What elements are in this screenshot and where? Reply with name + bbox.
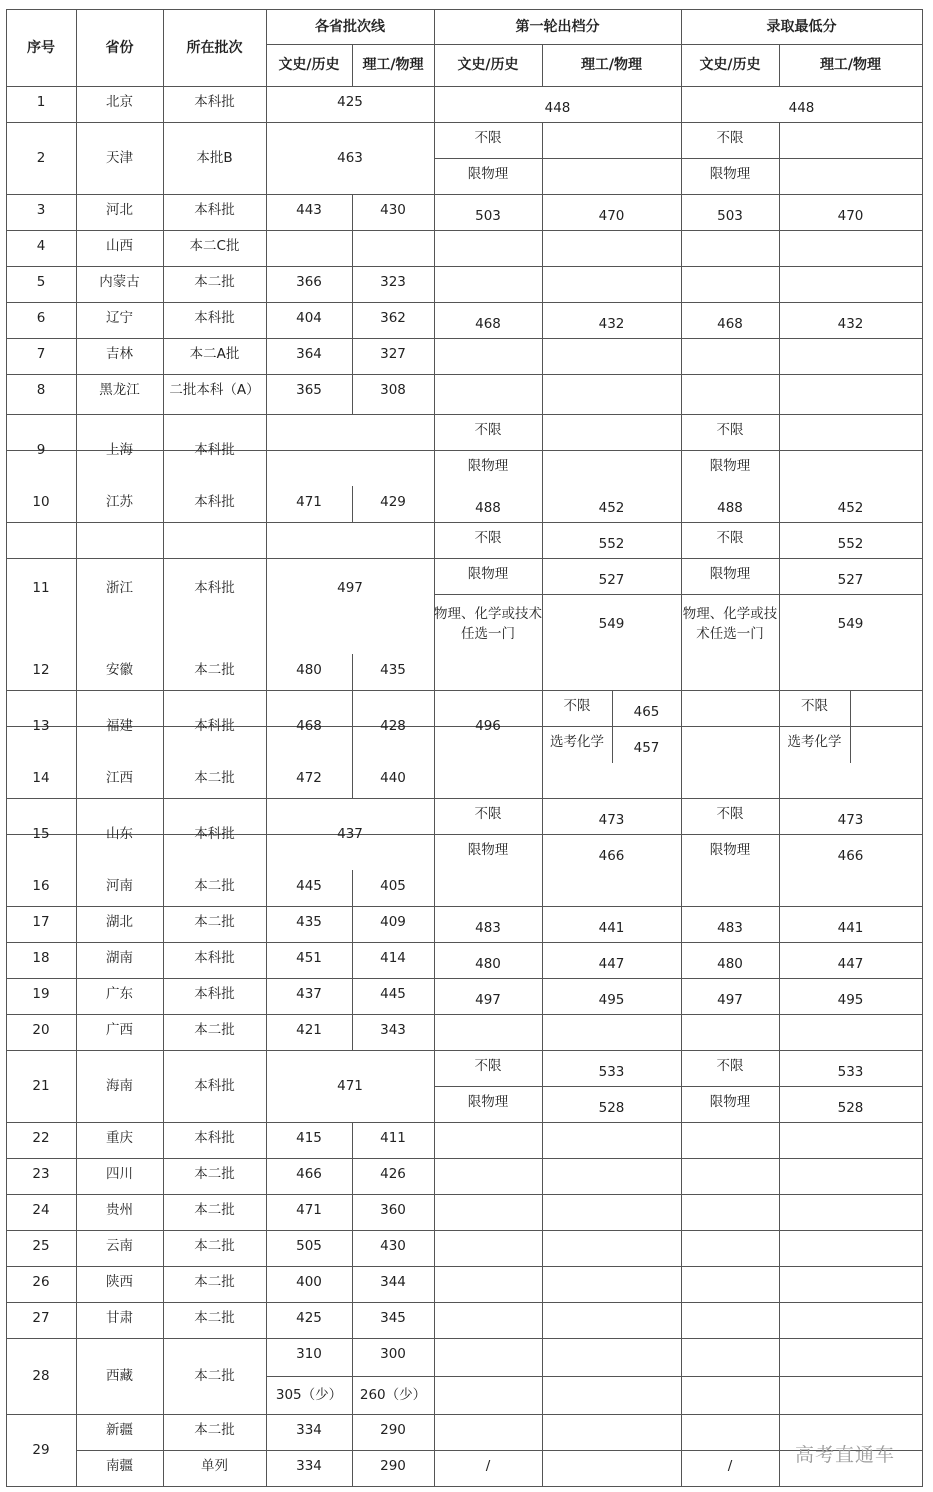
row-min-science: 495: [837, 992, 864, 1008]
grid-line: [542, 1302, 543, 1339]
row-line-science: 260（少）: [359, 1387, 427, 1403]
header-group-min-score: 录取最低分: [766, 18, 837, 35]
row-line-arts: 468: [296, 718, 322, 734]
row-line-arts: 310: [296, 1346, 322, 1362]
row-line-science: 411: [380, 1130, 406, 1146]
row-min-arts: 488: [717, 500, 743, 516]
header-science: 理工/物理: [580, 57, 643, 73]
grid-line: [542, 1014, 543, 1051]
row-sub-label: 不限: [716, 806, 744, 822]
header-province: 省份: [105, 39, 134, 56]
row-batch: 本科批: [194, 718, 235, 734]
row-sub-label: 限物理: [467, 1094, 509, 1110]
row-first-round-value: 527: [598, 572, 625, 588]
row-line-arts: 435: [296, 914, 322, 930]
row-sub-label: 不限: [474, 422, 502, 438]
row-line-science: 414: [380, 950, 406, 966]
row-line-science: 345: [380, 1310, 406, 1326]
row-min-science: 441: [837, 920, 864, 936]
row-line-science: 430: [380, 202, 406, 218]
header-seq: 序号: [27, 39, 55, 56]
row-no: 29: [32, 1442, 50, 1458]
row-province: 贵州: [106, 1202, 133, 1218]
row-sub-label: 限物理: [709, 166, 751, 182]
row-sub-label: 物理、化学或技术任选一门: [682, 606, 778, 642]
row-no: 1: [36, 94, 46, 110]
row-batch: 本二批: [194, 1166, 235, 1182]
row-first-round: 448: [544, 100, 571, 116]
row-batch-line: 463: [337, 150, 363, 166]
grid-line: [542, 1338, 543, 1415]
grid-line: [779, 1266, 780, 1303]
row-no: 27: [32, 1310, 50, 1326]
row-first-round-value: 473: [598, 812, 625, 828]
row-line-science: 428: [380, 718, 406, 734]
row-province: 安徽: [106, 662, 133, 678]
row-no: 4: [36, 238, 46, 254]
row-line-arts: 480: [296, 662, 322, 678]
header-group-batch-line: 各省批次线: [315, 18, 385, 35]
grid-line: [542, 1194, 543, 1231]
row-line-arts: 404: [296, 310, 322, 326]
grid-line: [779, 122, 780, 195]
row-batch: 本二A批: [189, 346, 240, 362]
grid-line: [542, 374, 543, 415]
row-no: 21: [32, 1078, 50, 1094]
row-line-science: 405: [380, 878, 406, 894]
row-no: 26: [32, 1274, 50, 1290]
row-line-arts: 437: [296, 986, 322, 1002]
row-line-arts: 415: [296, 1130, 322, 1146]
row-batch: 本科批: [194, 986, 235, 1002]
row-batch: 本科批: [194, 442, 235, 458]
row-no: 23: [32, 1166, 50, 1182]
row-batch: 本二批: [194, 914, 235, 930]
row-line-science: 343: [380, 1022, 406, 1038]
row-no: 7: [36, 346, 46, 362]
grid-line: [779, 654, 780, 691]
grid-line: [779, 1230, 780, 1267]
row-no: 16: [32, 878, 50, 894]
row-sub-label: 限物理: [709, 566, 751, 582]
row-no: 22: [32, 1130, 50, 1146]
row-sub-label: 不限: [474, 530, 502, 546]
header-arts: 文史/历史: [457, 57, 519, 73]
row-sub-label: 不限: [801, 698, 828, 714]
row-min-arts: 480: [717, 956, 743, 972]
row-batch: 单列: [201, 1458, 228, 1474]
row-sub-label: 限物理: [467, 566, 509, 582]
row-line-arts: 366: [296, 274, 322, 290]
row-line-arts: 365: [296, 382, 322, 398]
row-batch: 本科批: [194, 826, 235, 842]
row-line-arts: 443: [296, 202, 322, 218]
row-first-round-value: 466: [598, 848, 625, 864]
row-no: 24: [32, 1202, 50, 1218]
header-science: 理工/物理: [819, 57, 882, 73]
row-line-science: 426: [380, 1166, 406, 1182]
row-line-science: 360: [380, 1202, 406, 1218]
row-min-value: 466: [837, 848, 864, 864]
row-batch: 本科批: [194, 202, 235, 218]
row-no: 19: [32, 986, 50, 1002]
row-no: 15: [32, 826, 50, 842]
row-first-round-science: 441: [598, 920, 625, 936]
row-line-arts: 421: [296, 1022, 322, 1038]
row-first-round-value: 533: [598, 1064, 625, 1080]
grid-line: [542, 1122, 543, 1159]
grid-line: [779, 870, 780, 907]
row-min-value: 533: [837, 1064, 864, 1080]
row-province: 辽宁: [106, 310, 133, 326]
row-line-science: 290: [380, 1422, 406, 1438]
header-science: 理工/物理: [362, 57, 424, 73]
row-province: 四川: [106, 1166, 133, 1182]
watermark: 高考直通车: [795, 1444, 896, 1466]
row-no: 9: [36, 442, 46, 458]
row-province: 北京: [106, 94, 133, 110]
row-slash: /: [727, 1458, 733, 1474]
row-batch: 本二批: [194, 770, 235, 786]
row-slash: /: [485, 1458, 491, 1474]
row-first-round-science: 432: [598, 316, 625, 332]
row-province: 江苏: [106, 494, 133, 510]
row-line-arts: 471: [296, 1202, 322, 1218]
row-sub-label: 限物理: [467, 458, 509, 474]
row-batch: 本科批: [194, 1078, 235, 1094]
row-province: 云南: [106, 1238, 133, 1254]
row-min-value: 528: [837, 1100, 864, 1116]
row-line-science: 308: [380, 382, 406, 398]
grid-line: [779, 374, 780, 415]
row-first-round-arts: 496: [475, 718, 501, 734]
row-line-arts: 466: [296, 1166, 322, 1182]
row-first-round-science: 452: [598, 500, 625, 516]
row-province: 河南: [106, 878, 133, 894]
row-min-science: 470: [837, 208, 864, 224]
row-line-arts: 305（少）: [275, 1387, 343, 1403]
row-first-round-arts: 483: [475, 920, 501, 936]
row-province: 上海: [106, 442, 133, 458]
row-batch: 本科批: [194, 1130, 235, 1146]
row-no: 25: [32, 1238, 50, 1254]
row-min-arts: 503: [717, 208, 743, 224]
grid-line: [779, 1302, 780, 1339]
row-min-value: 549: [837, 616, 864, 632]
row-line-science: 323: [380, 274, 406, 290]
row-no: 14: [32, 770, 50, 786]
row-no: 6: [36, 310, 46, 326]
grid-line: [779, 1158, 780, 1195]
row-line-science: 429: [380, 494, 406, 510]
row-province: 山西: [106, 238, 133, 254]
row-batch: 本二批: [194, 1274, 235, 1290]
row-no: 8: [36, 382, 46, 398]
row-line-arts: 445: [296, 878, 322, 894]
row-batch: 本二批: [194, 274, 235, 290]
row-line-science: 327: [380, 346, 406, 362]
row-line-science: 300: [380, 1346, 406, 1362]
row-no: 2: [36, 150, 46, 166]
row-line-arts: 472: [296, 770, 322, 786]
row-province: 南疆: [106, 1458, 133, 1474]
row-sub-label: 不限: [716, 530, 744, 546]
row-min-arts: 497: [717, 992, 743, 1008]
grid-line: [542, 870, 543, 907]
row-province: 甘肃: [106, 1310, 133, 1326]
grid-line: [542, 762, 543, 799]
grid-line: [779, 230, 780, 267]
row-first-round-arts: 468: [475, 316, 501, 332]
row-sub-label: 物理、化学或技术任选一门: [434, 606, 542, 642]
row-no: 13: [32, 718, 50, 734]
row-sub-label: 选考化学: [550, 734, 604, 750]
row-sub-label: 不限: [716, 130, 744, 146]
row-line-arts: 334: [296, 1458, 322, 1474]
grid-line: [542, 1266, 543, 1303]
row-province: 山东: [106, 826, 133, 842]
row-no: 28: [32, 1368, 50, 1384]
row-first-round-science: 470: [598, 208, 625, 224]
row-sub-label: 不限: [474, 130, 502, 146]
row-first-round-value: 465: [633, 704, 660, 720]
grid-line: [542, 654, 543, 691]
row-line-science: 362: [380, 310, 406, 326]
row-line-science: 290: [380, 1458, 406, 1474]
row-no: 20: [32, 1022, 50, 1038]
row-first-round-value: 457: [633, 740, 660, 756]
row-no: 5: [36, 274, 46, 290]
grid-line: [542, 414, 543, 487]
row-batch: 本科批: [194, 950, 235, 966]
row-province: 西藏: [106, 1368, 133, 1384]
row-min-value: 527: [837, 572, 864, 588]
row-first-round-arts: 488: [475, 500, 501, 516]
row-sub-label: 不限: [563, 698, 591, 714]
row-line-science: 409: [380, 914, 406, 930]
row-line-science: [352, 230, 434, 266]
row-batch: 本科批: [194, 310, 235, 326]
row-min-arts: 483: [717, 920, 743, 936]
grid-line: [779, 266, 780, 303]
grid-line: [542, 230, 543, 267]
row-line-science: 435: [380, 662, 406, 678]
row-batch: 本二批: [194, 878, 235, 894]
row-line-science: 344: [380, 1274, 406, 1290]
row-line-arts: 471: [296, 494, 322, 510]
grid-line: [779, 1338, 780, 1415]
row-batch-line: 425: [337, 94, 363, 110]
row-sub-label: 不限: [716, 1058, 744, 1074]
grid-line: [779, 1194, 780, 1231]
header-group-first-round: 第一轮出档分: [515, 18, 600, 35]
row-province: 江西: [106, 770, 133, 786]
header-arts: 文史/历史: [699, 57, 761, 73]
row-sub-label: 选考化学: [787, 734, 842, 750]
row-sub-label: 限物理: [709, 458, 751, 474]
row-first-round-value: 552: [598, 536, 625, 552]
row-first-round-science: 447: [598, 956, 625, 972]
row-province: 广东: [106, 986, 133, 1002]
row-no: 12: [32, 662, 50, 678]
row-province: 海南: [106, 1078, 133, 1094]
row-province: 河北: [106, 202, 133, 218]
grid-line: [779, 338, 780, 375]
grid-line: [779, 1014, 780, 1051]
row-min-science: 432: [837, 316, 864, 332]
grid-line: [542, 266, 543, 303]
row-line-arts: 425: [296, 1310, 322, 1326]
row-province: 内蒙古: [99, 274, 140, 290]
row-batch: 二批本科（A）: [169, 382, 260, 398]
row-line-arts: 400: [296, 1274, 322, 1290]
row-sub-label: 限物理: [467, 166, 509, 182]
row-batch-line: 471: [337, 1078, 363, 1094]
row-min-science: 452: [837, 500, 864, 516]
row-line-arts: 334: [296, 1422, 322, 1438]
row-batch: 本二批: [194, 1422, 235, 1438]
row-first-round-arts: 480: [475, 956, 501, 972]
row-no: 3: [36, 202, 46, 218]
row-line-arts: [266, 230, 352, 266]
grid-line: [779, 414, 780, 487]
row-min-score: 448: [788, 100, 815, 116]
grid-line: [542, 338, 543, 375]
row-province: 福建: [106, 718, 133, 734]
row-province: 陕西: [106, 1274, 133, 1290]
row-sub-label: 限物理: [709, 1094, 751, 1110]
row-batch: 本二C批: [189, 238, 240, 254]
row-sub-label: 不限: [474, 806, 502, 822]
row-min-value: 552: [837, 536, 864, 552]
row-first-round-science: 495: [598, 992, 625, 1008]
row-batch-line: 497: [337, 580, 363, 596]
row-line-science: 430: [380, 1238, 406, 1254]
row-batch: 本科批: [194, 494, 235, 510]
row-sub-label: 不限: [474, 1058, 502, 1074]
row-province: 天津: [106, 150, 133, 166]
row-batch: 本二批: [194, 1202, 235, 1218]
grid-line: [542, 1230, 543, 1267]
row-batch-line: 437: [337, 826, 363, 842]
row-line-science: 445: [380, 986, 406, 1002]
row-province: 广西: [106, 1022, 133, 1038]
row-sub-label: 限物理: [467, 842, 509, 858]
row-min-value: 473: [837, 812, 864, 828]
row-line-arts: 505: [296, 1238, 322, 1254]
grid-line: [681, 86, 682, 1487]
row-batch: 本二批: [194, 1022, 235, 1038]
grid-line: [542, 1158, 543, 1195]
row-min-science: 447: [837, 956, 864, 972]
row-sub-label: 不限: [716, 422, 744, 438]
row-batch: 本二批: [194, 1310, 235, 1326]
row-sub-label: 限物理: [709, 842, 751, 858]
row-first-round-value: 528: [598, 1100, 625, 1116]
row-min-arts: 468: [717, 316, 743, 332]
row-province: 新疆: [106, 1422, 133, 1438]
row-no: 10: [32, 494, 50, 510]
row-line-science: 440: [380, 770, 406, 786]
row-no: 18: [32, 950, 50, 966]
row-no: 11: [32, 580, 50, 596]
row-province: 吉林: [106, 346, 133, 362]
grid-line: [779, 1122, 780, 1159]
row-province: 浙江: [106, 580, 133, 596]
row-batch: 本二批: [194, 1238, 235, 1254]
grid-line: [542, 1414, 543, 1487]
grid-line: [779, 1414, 780, 1487]
row-batch: 本批B: [196, 150, 233, 166]
grid-line: [779, 762, 780, 799]
header-arts: 文史/历史: [278, 57, 340, 73]
row-line-arts: 364: [296, 346, 322, 362]
grid-line: [6, 1486, 923, 1487]
row-batch: 本二批: [194, 1368, 235, 1384]
row-province: 黑龙江: [99, 382, 140, 398]
row-first-round-value: 549: [598, 616, 625, 632]
row-line-arts: 451: [296, 950, 322, 966]
grid-line: [542, 122, 543, 195]
header-batch: 所在批次: [186, 39, 243, 56]
row-no: 17: [32, 914, 50, 930]
row-batch: 本二批: [194, 662, 235, 678]
row-province: 湖南: [106, 950, 133, 966]
row-first-round-arts: 497: [475, 992, 501, 1008]
grid-line: [434, 86, 435, 1487]
row-batch: 本科批: [194, 94, 235, 110]
row-province: 重庆: [106, 1130, 133, 1146]
row-first-round-arts: 503: [475, 208, 501, 224]
row-batch: 本科批: [194, 580, 235, 596]
row-province: 湖北: [106, 914, 133, 930]
